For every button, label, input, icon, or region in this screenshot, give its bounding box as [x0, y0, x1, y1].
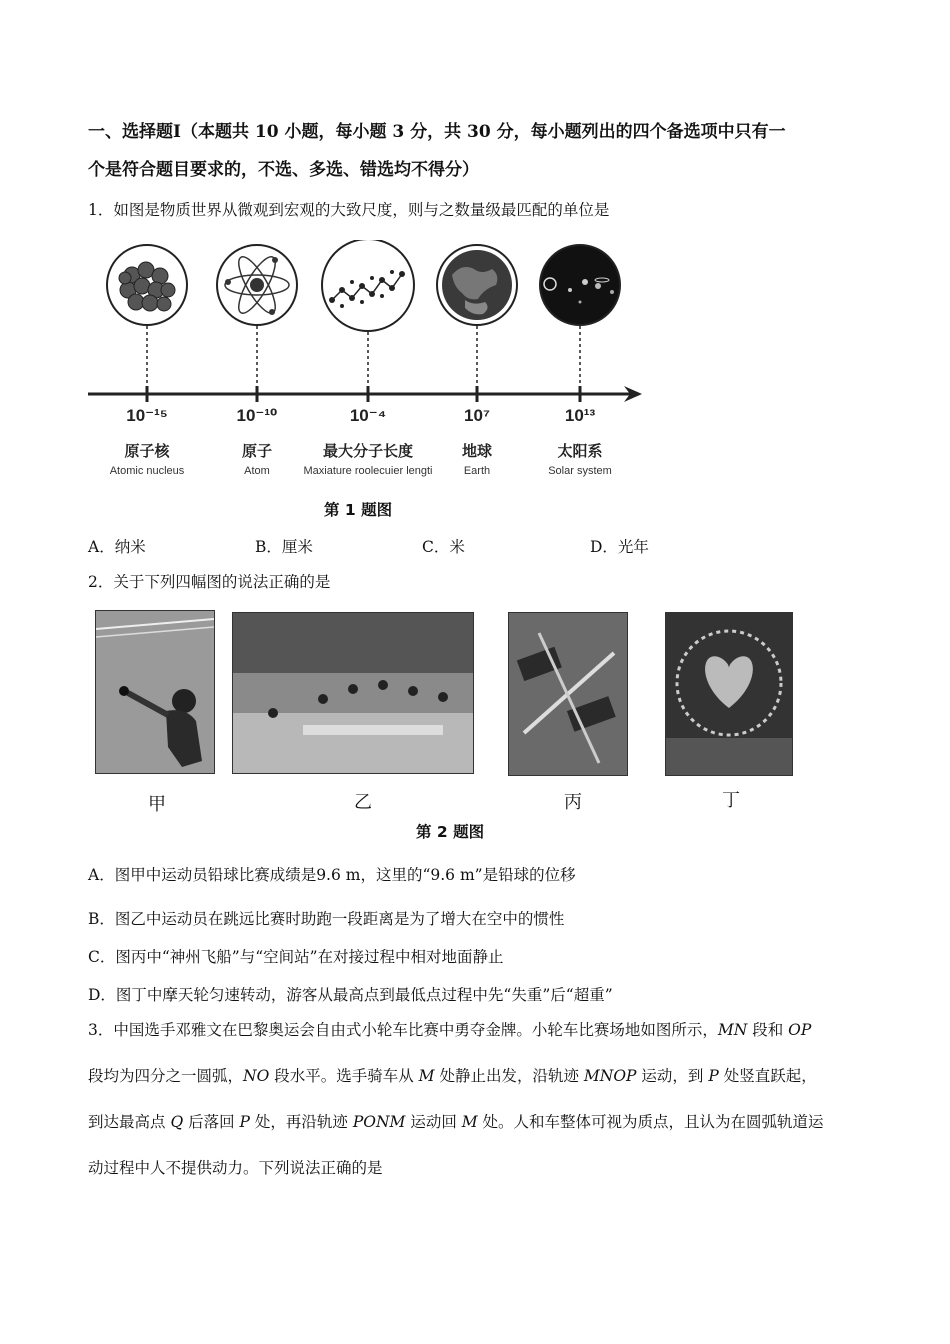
scale-zh: 地球 — [461, 442, 492, 460]
q1-option-a: A．纳米 — [88, 538, 146, 556]
photo-label-bing: 丙 — [564, 792, 582, 813]
scale-value: 10⁻¹⁵ — [126, 406, 168, 425]
scale-en: Solar system — [548, 465, 612, 477]
scale-label-nucleus — [87, 406, 207, 477]
photo-long-jump — [232, 612, 474, 774]
photo-ferris-wheel — [665, 612, 793, 776]
q2-option-b: B．图乙中运动员在跳远比赛时助跑一段距离是为了增大在空中的惯性 — [88, 910, 565, 928]
q3-text: 处，再沿轨迹 — [249, 1113, 353, 1131]
q3-var: M — [418, 1067, 435, 1085]
q3-var: P — [708, 1067, 719, 1085]
scale-zh: 最大分子长度 — [322, 442, 413, 460]
scale-value: 10⁷ — [464, 406, 490, 425]
q3-var: PONM — [352, 1113, 406, 1131]
q3-text: 处竖直跃起， — [718, 1067, 817, 1085]
scale-label-solar — [520, 406, 640, 477]
solar-system-illustration — [540, 245, 620, 325]
scale-label-earth — [417, 406, 537, 477]
q3-text: 运动回 — [405, 1113, 462, 1131]
q3-line2 — [88, 1053, 868, 1099]
q3-var: MN — [717, 1021, 748, 1039]
q3-stem — [88, 1007, 868, 1191]
q3-text: 处静止出发，沿轨迹 — [434, 1067, 584, 1085]
q3-text: 段均为四分之一圆弧， — [88, 1067, 244, 1085]
q3-var: MNOP — [583, 1067, 637, 1085]
scale-value: 10⁻¹⁰ — [236, 406, 278, 425]
q3-text: 3．中国选手邓雅文在巴黎奥运会自由式小轮车比赛中勇夺金牌。小轮车比赛场地如图所示， — [88, 1021, 718, 1039]
scale-en: Maxiature roolecuier lengti — [303, 465, 433, 477]
nucleus-illustration — [107, 245, 187, 325]
section-heading-line2: 个是符合题目要求的，不选、多选、错选均不得分） — [88, 160, 479, 180]
q1-option-b: B．厘米 — [255, 538, 313, 556]
photo-shot-put — [95, 610, 215, 774]
scale-zh: 原子核 — [124, 442, 170, 460]
scale-diagram — [80, 240, 660, 410]
q2-caption: 第 2 题图 — [416, 823, 485, 841]
q3-var: NO — [243, 1067, 270, 1085]
scale-en: Atom — [244, 465, 270, 477]
q3-text: 运动，到 — [636, 1067, 709, 1085]
q3-var: OP — [788, 1021, 812, 1039]
q3-var: Q — [170, 1113, 184, 1131]
q3-text: 段水平。选手骑车从 — [269, 1067, 419, 1085]
q1-caption: 第 1 题图 — [324, 501, 393, 519]
q3-text: 段和 — [747, 1021, 789, 1039]
q3-line4: 动过程中人不提供动力。下列说法正确的是 — [88, 1159, 383, 1177]
q2-option-a: A．图甲中运动员铅球比赛成绩是9.6 m，这里的“9.6 m”是铅球的位移 — [88, 866, 576, 884]
photo-label-yi: 乙 — [354, 792, 372, 813]
q3-text: 后落回 — [183, 1113, 240, 1131]
q3-text: 到达最高点 — [88, 1113, 171, 1131]
earth-illustration — [437, 245, 517, 325]
scale-value: 10¹³ — [564, 406, 596, 425]
scale-en: Earth — [463, 465, 491, 477]
q2-option-c: C．图丙中“神州飞船”与“空间站”在对接过程中相对地面静止 — [88, 948, 504, 966]
molecule-illustration — [322, 240, 414, 331]
q1-option-d: D．光年 — [590, 538, 649, 556]
q1-option-c: C．米 — [422, 538, 465, 556]
q2-option-d: D．图丁中摩天轮匀速转动，游客从最高点到最低点过程中先“失重”后“超重” — [88, 986, 613, 1004]
scale-value: 10⁻⁴ — [349, 406, 387, 425]
scale-en: Atomic nucleus — [109, 465, 185, 477]
q3-line1 — [88, 1007, 868, 1053]
photo-label-ding: 丁 — [722, 790, 740, 811]
q2-stem: 2．关于下列四幅图的说法正确的是 — [88, 573, 331, 591]
section-heading — [88, 113, 878, 189]
q3-text: 处。人和车整体可视为质点，且认为在圆弧轨道运 — [477, 1113, 824, 1131]
q1-stem: 1．如图是物质世界从微观到宏观的大致尺度，则与之数量级最匹配的单位是 — [88, 201, 610, 219]
photo-label-jia: 甲 — [148, 794, 166, 815]
scale-zh: 太阳系 — [557, 442, 603, 460]
q3-var: P — [239, 1113, 250, 1131]
q3-var: M — [461, 1113, 478, 1131]
scale-zh: 原子 — [241, 442, 272, 460]
q3-line3 — [88, 1099, 868, 1145]
photo-space-station — [508, 612, 628, 776]
section-heading-line1: 一、选择题Ⅰ（本题共 10 小题，每小题 3 分，共 30 分，每小题列出的四个备选项中只有一 — [88, 122, 786, 142]
atom-illustration — [217, 245, 297, 325]
